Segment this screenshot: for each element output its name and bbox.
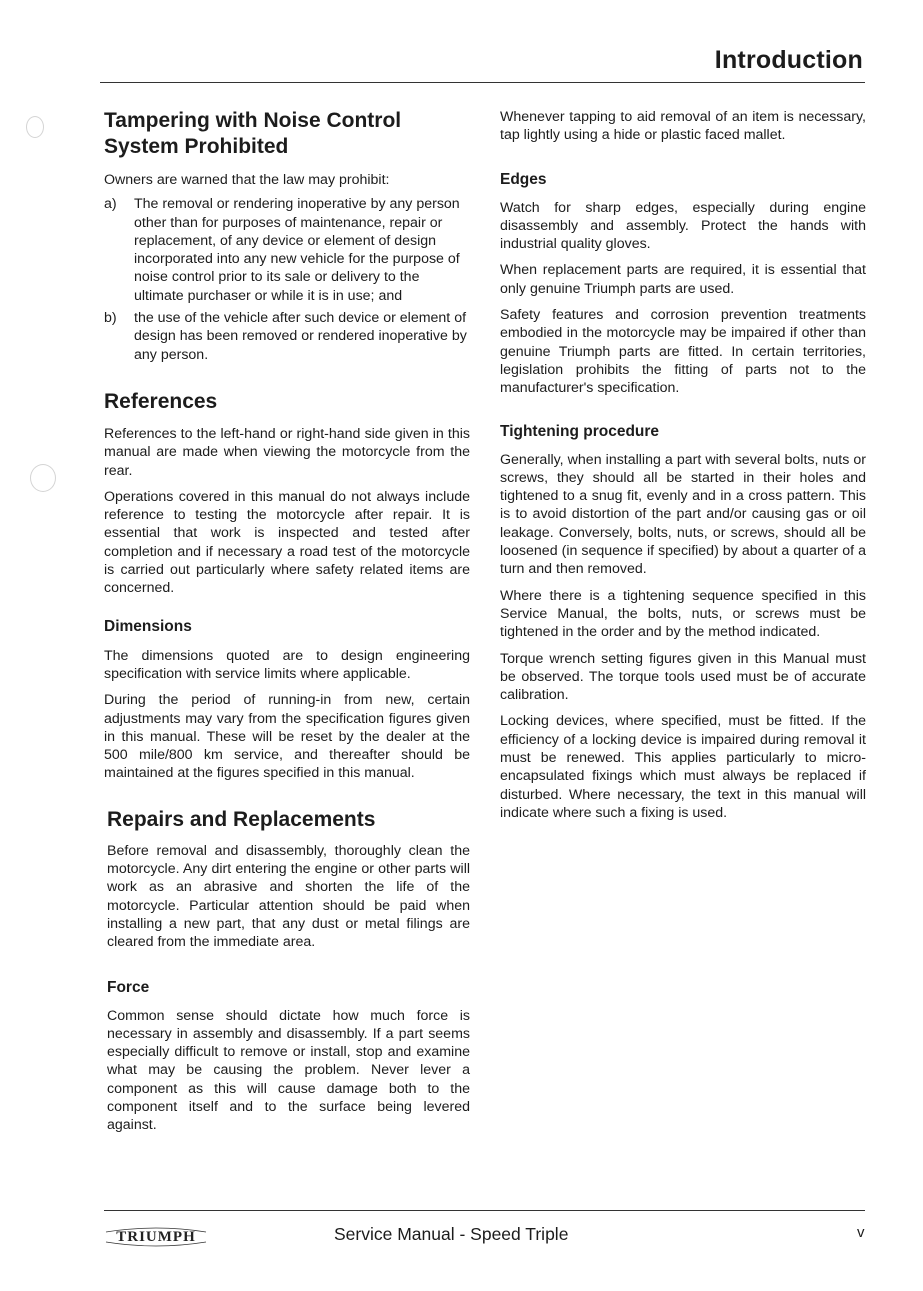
- left-column: [104, 108, 470, 1135]
- footer-manual-title: Service Manual - Speed Triple: [334, 1224, 569, 1244]
- section-title-tampering: Tampering with Noise Control System Prohibited: [104, 109, 402, 158]
- tightening-paragraph-4: Locking devices, where specified, must be fitted. If the efficiency of a locking device is impaired during removal it must be renewed. This applies particularly to micro-encapsulated fixings which must always be replaced if disturbed. Where necessary, the text in this manual will indicate where such a fixing is used.: [500, 713, 866, 821]
- page-number: v: [857, 1224, 865, 1241]
- tightening-paragraph-1: Generally, when installing a part with several bolts, nuts or screws, they should all be started in their holes and tightened to a snug fit, evenly and in a cross pattern. This is to avoid distortion of the part and/or causing gas or oil leakage. Conversely, bolts, nuts, or screws, should all be loosened (in sequence if specified) by about a quarter of a turn and then removed.: [500, 451, 866, 578]
- triumph-logo: [104, 1222, 208, 1250]
- scan-punch-hole-mark: [30, 464, 56, 492]
- section-title-references: References: [104, 389, 218, 413]
- list-marker: b): [104, 310, 117, 327]
- references-paragraph-2: Operations covered in this manual do not always include reference to testing the motorcycle after repair. It is essential that work is inspected and tested after completion and if necessary a road test of the motorcycle is carried out particularly where safety related items are concerned.: [104, 488, 470, 597]
- footer-divider: [104, 1210, 865, 1211]
- tapping-paragraph: Whenever tapping to aid removal of an item is necessary, tap lightly using a hide or plastic faced mallet.: [500, 109, 866, 144]
- subsection-title-edges: Edges: [500, 170, 547, 188]
- subsection-title-force: Force: [107, 978, 150, 996]
- edges-paragraph-1: Watch for sharp edges, especially during engine disassembly and assembly. Protect the hands with industrial quality gloves.: [500, 199, 866, 253]
- tightening-paragraph-3: Torque wrench setting figures given in this Manual must be observed. The torque tools used must be of accurate calibration.: [500, 650, 866, 704]
- scan-punch-hole-mark: [26, 116, 44, 138]
- repairs-paragraph: Before removal and disassembly, thoroughly clean the motorcycle. Any dirt entering the engine or other parts will work as an abrasive and shorten the life of the motorcycle. Particular attention should be paid when installing a new part, that any dust or metal filings are cleared from the immediate area.: [107, 842, 470, 951]
- edges-paragraph-3: Safety features and corrosion prevention treatments embodied in the motorcycle may be impaired if other than genuine Triumph parts are fitted. In certain territories, legislation prohibits the fitting of parts not to the manufacturer's specification.: [500, 307, 866, 397]
- list-item-text: The removal or rendering inoperative by any person other than for purposes of maintenance, repair or replacement, of any device or element of design incorporated into any new vehicle for the purpose of noise control prior to its sale or delivery to the ultimate purchaser or while it is in use; and: [134, 196, 460, 304]
- edges-paragraph-2: When replacement parts are required, it is essential that only genuine Triumph parts are used.: [500, 262, 866, 297]
- list-item: [104, 195, 470, 305]
- force-paragraph: Common sense should dictate how much force is necessary in assembly and disassembly. If a part seems especially difficult to remove or install, stop and examine what may be causing the problem. Never lever a component as this will cause damage both to the component itself and to the surface being levered against.: [107, 1007, 470, 1134]
- tightening-paragraph-2: Where there is a tightening sequence specified in this Service Manual, the bolts, nuts, or screws must be tightened in the order and by the method indicated.: [500, 587, 866, 641]
- dimensions-paragraph-2: During the period of running-in from new, certain adjustments may vary from the specification figures given in this manual. These will be reset by the dealer at the 500 mile/800 km service, and thereafter should be maintained at the figures specified in this manual.: [104, 692, 470, 782]
- triumph-logo-lettering: TRIUMPH: [116, 1229, 196, 1245]
- dimensions-paragraph-1: The dimensions quoted are to design engineering specification with service limits where applicable.: [104, 647, 470, 682]
- list-item-text: the use of the vehicle after such device or element of design has been removed or rendered inoperative by any person.: [134, 310, 467, 363]
- tampering-list: [104, 195, 470, 364]
- subsection-title-tightening: Tightening procedure: [500, 422, 660, 440]
- page-title: Introduction: [714, 46, 863, 74]
- header-divider: [100, 82, 865, 83]
- subsection-title-dimensions: Dimensions: [104, 617, 192, 635]
- references-paragraph-1: References to the left-hand or right-hand side given in this manual are made when viewing the motorcycle from the rear.: [104, 425, 470, 479]
- section-title-repairs: Repairs and Replacements: [107, 807, 376, 831]
- list-item: [104, 309, 470, 364]
- list-marker: a): [104, 196, 117, 213]
- right-column: [500, 108, 866, 822]
- tampering-intro: Owners are warned that the law may prohibit:: [104, 172, 390, 188]
